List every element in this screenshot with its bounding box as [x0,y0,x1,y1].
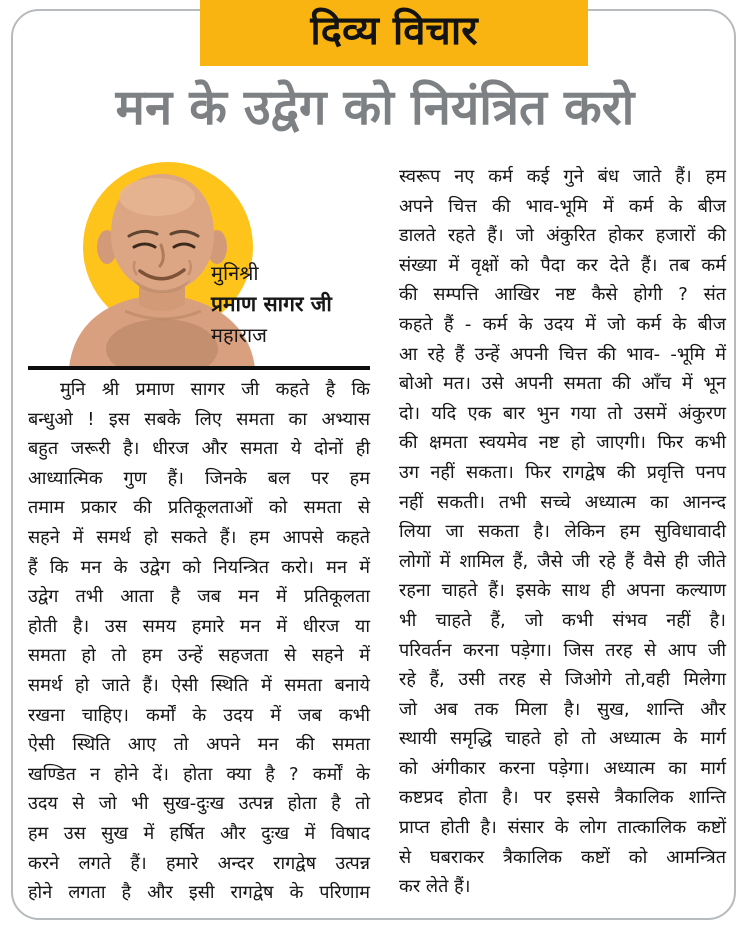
text-line: अपने चित्त की भाव-भूमि में कर्म के बीज [399,195,726,217]
text-line: समता हो तो हम उन्हें सहजता से सहने में [28,645,370,667]
article-headline: मन के उद्वेग को नियंत्रित करो [115,79,635,136]
kicker-banner [200,0,588,66]
author-prefix: मुनिश्री [211,261,259,285]
divider-rule [28,366,370,370]
text-line: सहने में समर्थ हो सकते हैं। हम आपसे कहते [28,526,370,548]
text-line: रखना चाहिए। कर्मों के उदय में जब कभी [28,704,370,726]
text-line: दो। यदि एक बार भुन गया तो उसमें अंकुरण [399,402,726,424]
text-line: स्थायी समृद्धि चाहते हो तो अध्यात्म के मार्ग [399,728,726,750]
text-line: प्राप्त होती है। संसार के लोग तात्कालिक कष्टों [399,817,726,839]
text-line: लोगों में शामिल हैं, जैसे जी रहे हैं वैसे ही जीते [399,550,726,572]
scalp-highlight [119,178,195,216]
text-line: मुनि श्री प्रमाण सागर जी कहते है कि [60,379,370,400]
text-line: की सम्पत्ति आखिर नष्ट कैसे होगी ? संत [399,284,726,306]
text-line: कर लेते हैं। [399,876,471,898]
author-suffix: महाराज [211,323,267,347]
author-name: प्रमाण सागर जी [211,292,332,316]
text-line: स्वरूप नए कर्म कई गुने बंध जाते हैं। हम [399,166,726,187]
text-line: उदय से जो भी सुख-दुःख उत्पन्न होता है तो [28,793,370,815]
text-line: कहते हैं - कर्म के उदय में जो कर्म के बीज [399,313,726,335]
text-line: बन्धुओ ! इस सबके लिए समता का अभ्यास [28,408,370,430]
text-line: से घबराकर त्रैकालिक कष्टों को आमन्त्रित [399,846,726,868]
text-line: संख्या में वृक्षों को पैदा कर देते हैं। तब कर्म [399,254,726,276]
article-column-right [399,162,726,902]
text-line: तमाम प्रकार की प्रतिकूलताओं को समता से [28,497,370,519]
kicker-title: दिव्य विचार [310,8,478,54]
text-line: लिया जा सकता है। लेकिन हम सुविधावादी [399,521,726,543]
text-line: समर्थ हो जाते हैं। ऐसी स्थिति में समता बनाये [28,674,370,696]
article-column-left [28,375,370,908]
text-line: हम उस सुख में हर्षित और दुःख में विषाद [28,822,370,844]
text-line: खण्डित न होने दें। होता क्या है ? कर्मों के [28,763,370,785]
text-line: आध्यात्मिक गुण हैं। जिनके बल पर हम [28,467,370,489]
text-line: नहीं सकती। तभी सच्चे अध्यात्म का आनन्द [399,491,726,513]
text-line: उग नहीं सकता। फिर रागद्वेष की प्रवृत्ति पनप [399,461,726,483]
text-line: बहुत जरूरी है। धीरज और समता ये दोनों ही [28,438,370,460]
text-line: आ रहे हैं उन्हें अपनी चित्त की भाव- -भूमि में [399,343,726,365]
text-line: रहे हैं, उसी तरह से जिओगे तो,वही मिलेगा [399,669,726,691]
text-line: डालते रहते हैं। जो अंकुरित होकर हजारों की [399,225,726,247]
text-line: कष्टप्रद होता है। पर इससे त्रैकालिक शान्ति [399,787,726,809]
text-line: परिवर्तन करना पड़ेगा। जिस तरह से आप जी [399,639,726,661]
text-line: ऐसी स्थिति आए तो अपने मन की समता [28,734,370,756]
text-line: हैं कि मन के उद्वेग को नियन्त्रित करो। मन में [28,556,370,578]
text-line: रहना चाहते हैं। इसके साथ ही अपना कल्याण [399,580,726,602]
author-caption [211,258,376,351]
text-line: होने लगता है और इसी रागद्वेष के परिणाम [28,882,370,904]
text-line: उद्वेग तभी आता है जब मन में प्रतिकूलता [28,586,370,608]
text-line: होती है। उस समय हमारे मन में धीरज या [28,615,370,637]
text-line: करने लगते हैं। हमारे अन्दर रागद्वेष उत्पन्न [28,852,370,874]
text-line: जो अब तक मिला है। सुख, शान्ति और [399,698,726,720]
text-line: को अंगीकार करना पड़ेगा। अध्यात्म का मार्ग [399,757,726,779]
text-line: की क्षमता स्वयमेव नष्ट हो जाएगी। फिर कभी [399,432,726,454]
text-line: बोओ मत। उसे अपनी समता की आँच में भून [399,373,726,395]
text-line: भी चाहते हैं, जो कभी संभव नहीं है। [399,609,726,631]
